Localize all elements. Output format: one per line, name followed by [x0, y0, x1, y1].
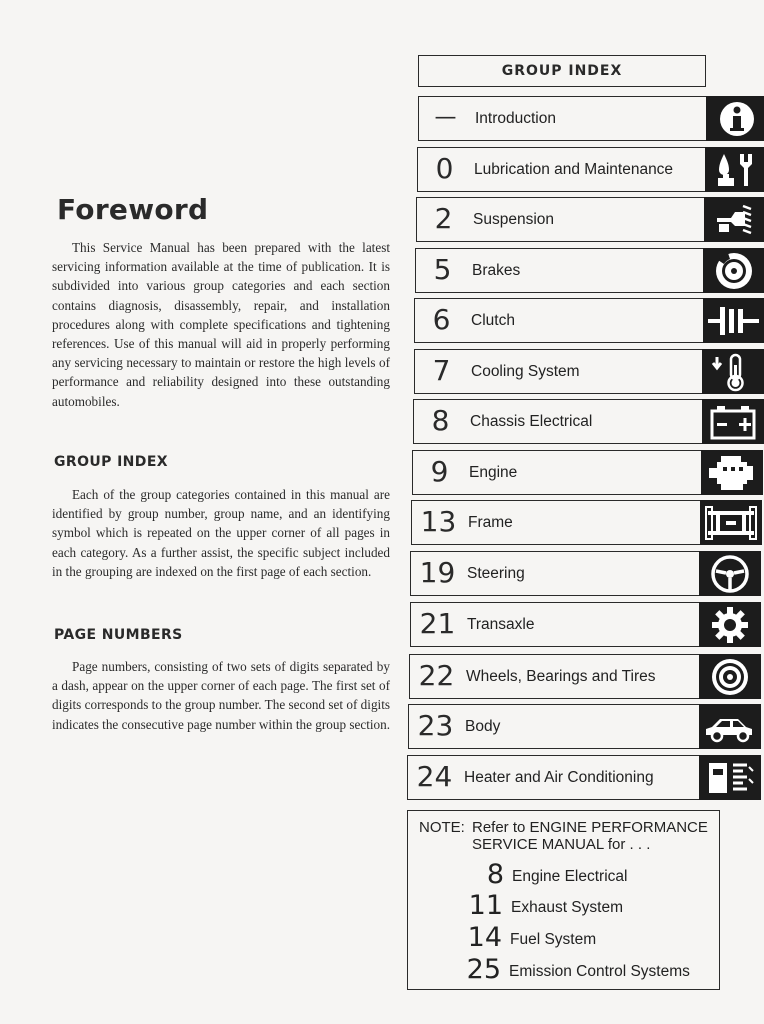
- note-item-name: Engine Electrical: [512, 868, 628, 885]
- note-item-number: 8: [486, 859, 504, 890]
- group-index-paragraph: Each of the group categories contained in this manual are identified by group number, group name, and an identifying symbol which is repeated on the upper corner of all pages in each category. As a further assist, the specific subject included in the grouping are indexed on the first page of each section.: [52, 487, 390, 579]
- group-index-heading: GROUP INDEX: [54, 454, 168, 470]
- group-number: 22: [418, 659, 455, 692]
- group-number: 0: [435, 152, 454, 185]
- group-name: Body: [465, 718, 501, 735]
- note-item-number: 25: [466, 954, 501, 985]
- car-body-icon: [699, 704, 761, 749]
- battery-icon: [702, 399, 764, 444]
- group-name: Wheels, Bearings and Tires: [466, 668, 656, 685]
- group-name: Engine: [469, 464, 518, 481]
- page-numbers-paragraph: Page numbers, consisting of two sets of digits separated by a dash, appear on the upper corner of each page. The first set of digits corresponds to the group number. The second set of digits indicates the consecutive page number within the group section.: [52, 659, 391, 732]
- group-number: 7: [432, 354, 451, 387]
- note-item-number: 11: [468, 890, 503, 921]
- note-item-number: 14: [467, 922, 502, 953]
- group-name: Cooling System: [471, 363, 580, 380]
- group-number: —: [434, 105, 457, 130]
- group-name: Chassis Electrical: [470, 413, 593, 430]
- gear-icon: [699, 602, 761, 647]
- group-index-header: GROUP INDEX: [418, 55, 706, 87]
- group-name: Clutch: [471, 312, 515, 329]
- group-name: Heater and Air Conditioning: [464, 769, 654, 786]
- group-number: 23: [417, 709, 454, 742]
- page-title: Foreword: [57, 193, 209, 226]
- group-number: 21: [419, 607, 456, 640]
- group-name: Suspension: [473, 211, 555, 228]
- group-name: Lubrication and Maintenance: [474, 161, 674, 178]
- group-number: 19: [419, 556, 456, 589]
- steering-wheel-icon: [699, 551, 761, 596]
- group-number: 9: [430, 455, 449, 488]
- group-name: Introduction: [475, 110, 556, 127]
- group-name: Transaxle: [467, 616, 535, 633]
- page-numbers-heading: PAGE NUMBERS: [54, 627, 183, 643]
- group-name: Steering: [467, 565, 525, 582]
- info-icon: [706, 96, 764, 141]
- clutch-icon: [703, 298, 764, 343]
- suspension-icon: [704, 197, 764, 242]
- lubrication-icon: [705, 147, 764, 192]
- group-number: 6: [432, 303, 451, 336]
- group-name: Brakes: [472, 262, 521, 279]
- note-item-name: Fuel System: [510, 931, 597, 948]
- brake-disc-icon: [703, 248, 764, 293]
- note-box: [407, 810, 720, 990]
- engine-icon: [701, 450, 763, 495]
- note-item-name: Exhaust System: [511, 899, 623, 916]
- group-number: 8: [431, 404, 450, 437]
- group-number: 5: [433, 253, 452, 286]
- hvac-icon: [699, 755, 761, 800]
- frame-icon: [700, 500, 762, 545]
- group-number: 2: [434, 202, 453, 235]
- foreword-intro-paragraph: This Service Manual has been prepared with the latest servicing information available at the time of publication. It is subdivided into various group categories and each section contains diagnosis, disassembly, repair, and installation procedures along with complete specifications and tightening references. Use of this manual will aid in properly performing any servicing necessary to maintain or restore the high levels of performance and reliability designed into these outstanding automobiles.: [52, 240, 390, 409]
- group-number: 13: [420, 505, 457, 538]
- group-name: Frame: [468, 514, 513, 531]
- thermometer-icon: [702, 349, 764, 394]
- note-label: NOTE:: [419, 819, 465, 836]
- group-number: 24: [416, 760, 453, 793]
- tire-icon: [699, 654, 761, 699]
- note-text: Refer to ENGINE PERFORMANCE SERVICE MANUAL for . . .: [472, 819, 708, 853]
- note-item-name: Emission Control Systems: [509, 963, 690, 980]
